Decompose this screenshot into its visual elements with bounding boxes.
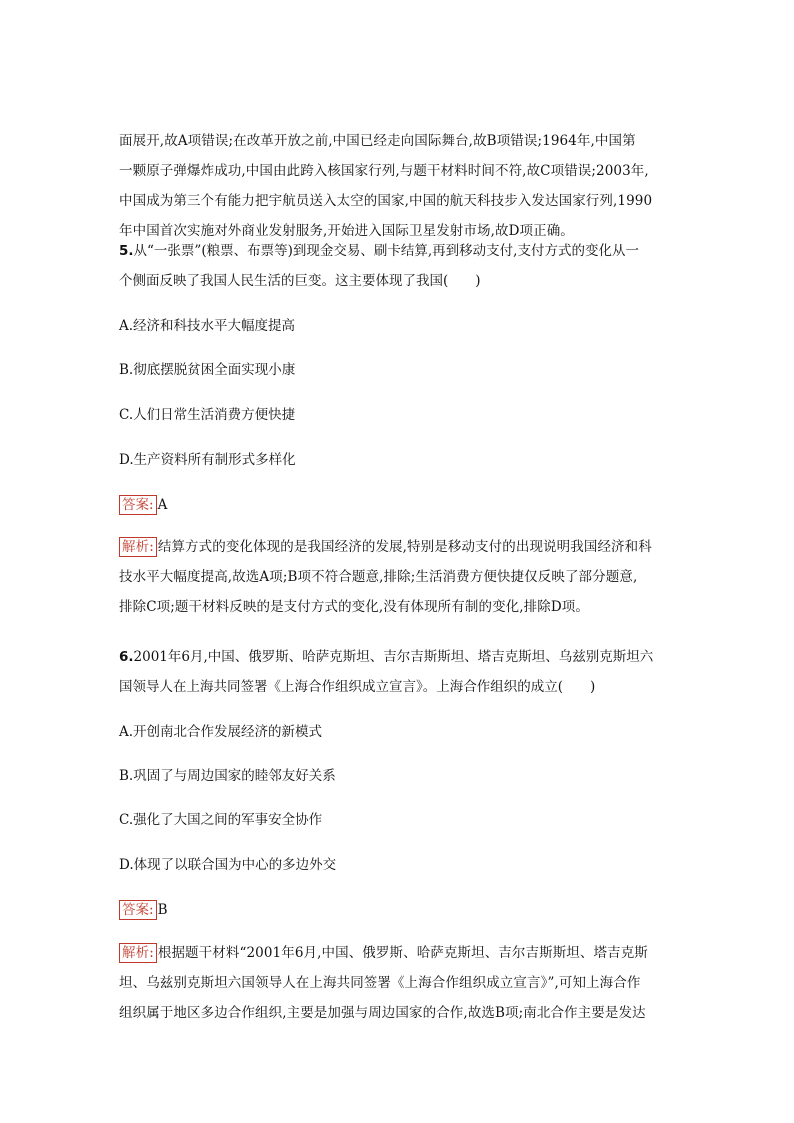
option-d: D.体现了以联合国为中心的多边外交: [119, 857, 337, 873]
option-c: C.强化了大国之间的军事安全协作: [119, 812, 323, 828]
explanation-line: 年中国首次实施对外商业发射服务,开始进入国际卫星发射市场,故D项正确。: [119, 223, 574, 239]
question-stem-text: 2001年6月,中国、俄罗斯、哈萨克斯坦、吉尔吉斯斯坦、塔吉克斯坦、乌兹别克斯坦六: [133, 649, 654, 665]
option-c: C.人们日常生活消费方便快捷: [119, 407, 296, 423]
analysis-text: 结算方式的变化体现的是我国经济的发展,特别是移动支付的出现说明我国经济和科: [157, 539, 652, 555]
answer-row: [119, 495, 167, 515]
question-stem-line: 国领导人在上海共同签署《上海合作组织成立宣言》。上海合作组织的成立( ): [119, 679, 596, 695]
answer-value: A: [157, 497, 168, 513]
question-6-analysis: [119, 938, 679, 1028]
previous-explanation: [119, 126, 679, 246]
answer-label: 答案:: [119, 900, 157, 920]
option-d: D.生产资料所有制形式多样化: [119, 452, 296, 468]
question-number: 6.: [119, 649, 134, 665]
question-stem-line: [119, 642, 679, 672]
analysis-line: 组织属于地区多边合作组织,主要是加强与周边国家的合作,故选B项;南北合作主要是发达: [119, 1005, 646, 1021]
analysis-text: 根据题干材料“2001年6月,中国、俄罗斯、哈萨克斯坦、吉尔吉斯斯坦、塔吉克斯: [157, 945, 648, 961]
analysis-line: [119, 938, 679, 968]
analysis-line: 坦、乌兹别克斯坦六国领导人在上海共同签署《上海合作组织成立宣言》”,可知上海合作: [119, 975, 641, 991]
explanation-line: 中国成为第三个有能力把宇航员送入太空的国家,中国的航天科技步入发达国家行列,1990: [119, 193, 653, 209]
question-5-stem: [119, 236, 679, 296]
question-stem-line: 个侧面反映了我国人民生活的巨变。这主要体现了我国( ): [119, 273, 481, 289]
answer-row: [119, 900, 167, 920]
question-6-stem: [119, 642, 679, 702]
analysis-label: 解析:: [119, 943, 157, 963]
option-a: A.开创南北合作发展经济的新模式: [119, 724, 323, 740]
option-b: B.彻底摆脱贫困全面实现小康: [119, 362, 296, 378]
question-stem-text: 从“一张票”(粮票、布票等)到现金交易、刷卡结算,再到移动支付,支付方式的变化从一: [133, 243, 639, 259]
answer-label: 答案:: [119, 495, 157, 515]
analysis-line: 排除C项;题干材料反映的是支付方式的变化,没有体现所有制的变化,排除D项。: [119, 599, 589, 615]
option-a: A.经济和科技水平大幅度提高: [119, 318, 296, 334]
question-5-analysis: [119, 532, 679, 622]
question-stem-line: [119, 236, 679, 266]
question-number: 5.: [119, 243, 134, 259]
explanation-line: 面展开,故A项错误;在改革开放之前,中国已经走向国际舞台,故B项错误;1964年,中国第: [119, 133, 636, 149]
analysis-line: 技水平大幅度提高,故选A项;B项不符合题意,排除;生活消费方便快捷仅反映了部分题意,: [119, 569, 638, 585]
explanation-line: 一颗原子弹爆炸成功,中国由此跨入核国家行列,与题干材料时间不符,故C项错误;2003年,: [119, 163, 649, 179]
answer-value: B: [157, 902, 168, 918]
analysis-line: [119, 532, 679, 562]
option-b: B.巩固了与周边国家的睦邻友好关系: [119, 768, 336, 784]
analysis-label: 解析:: [119, 537, 157, 557]
